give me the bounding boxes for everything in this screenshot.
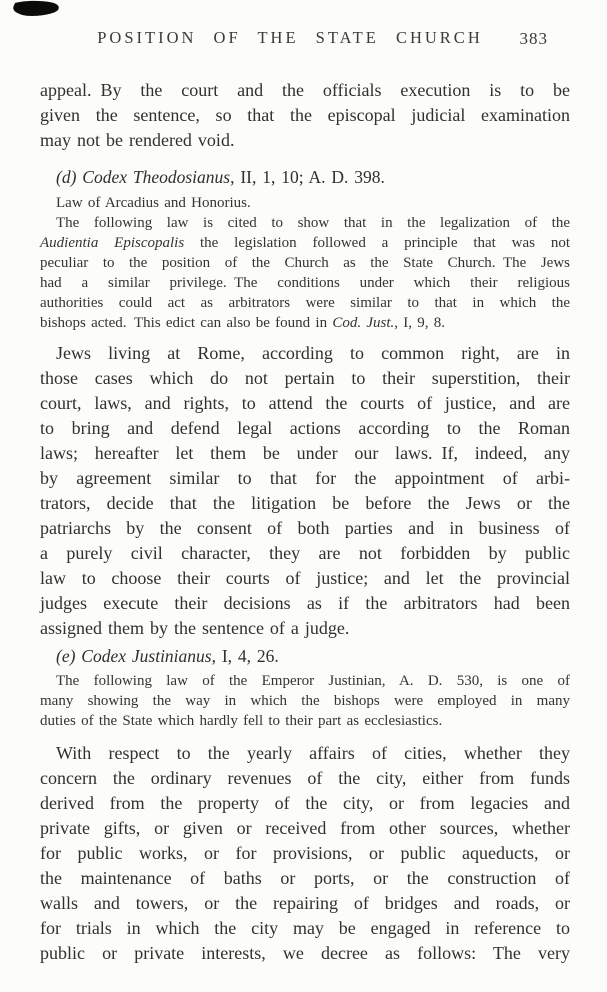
text-line: trators, decide that the litigation be before the Jews or the	[40, 493, 570, 513]
text-line: Jews living at Rome, according to common right, are in	[56, 343, 570, 363]
text-line: With respect to the yearly affairs of cities, whether they	[56, 743, 570, 763]
section-heading-d	[40, 164, 570, 190]
text-line: laws; hereafter let them be under our laws. If, indeed, any	[40, 443, 570, 463]
text-line: (d) Codex Theodosianus, II, 1, 10; A. D. 398.	[56, 167, 385, 187]
text-line: many showing the way in which the bishops were employed in many	[40, 693, 570, 709]
text-line: bishops acted. This edict can also be found in Cod. Just., I, 9, 8.	[40, 315, 446, 331]
page-number: 383	[519, 29, 548, 48]
text-line: judges execute their decisions as if the arbitrators had been	[40, 593, 570, 613]
text-line: appeal. By the court and the officials execution is to be	[40, 80, 570, 100]
text-line: walls and towers, or the repairing of bridges and roads, or	[40, 893, 570, 913]
text-line: law to choose their courts of justice; and let the provincial	[40, 568, 570, 588]
text-line: assigned them by the sentence of a judge.	[40, 618, 350, 638]
text-line: concern the ordinary revenues of the city, either from funds	[40, 768, 570, 788]
text-line: peculiar to the position of the Church as the State Church. The Jews	[40, 255, 570, 271]
text-line: may not be rendered void.	[40, 130, 235, 150]
text-line: by agreement similar to that for the appointment of arbi-	[40, 468, 570, 488]
text-line: those cases which do not pertain to their superstition, their	[40, 368, 570, 388]
text-line: public or private interests, we decree as follows: The very	[40, 943, 570, 963]
page-body	[40, 78, 570, 966]
text-line: had a similar privilege. The conditions under which their religious	[40, 275, 570, 291]
text-line: patriarchs by the consent of both parties and in business of	[40, 518, 570, 538]
section-heading-e	[40, 643, 570, 669]
text-line: The following law is cited to show that in the legalization of the	[56, 215, 570, 231]
text-line: Audientia Episcopalis the legislation followed a principle that was not	[40, 235, 570, 251]
opening-paragraph	[40, 78, 570, 153]
editorial-note-d	[40, 193, 570, 333]
text-line: duties of the State which hardly fell to their part as ecclesiastics.	[40, 713, 443, 729]
text-line: given the sentence, so that the episcopal judicial examination	[40, 105, 570, 125]
text-line: The following law of the Emperor Justinian, A. D. 530, is one of	[56, 673, 570, 689]
text-line: Law of Arcadius and Honorius.	[56, 195, 251, 211]
page-title: POSITION OF THE STATE CHURCH	[97, 28, 483, 47]
text-line: to bring and defend legal actions according to the Roman	[40, 418, 570, 438]
text-line: for trials in which the city may be engaged in reference to	[40, 918, 570, 938]
text-line: court, laws, and rights, to attend the courts of justice, and are	[40, 393, 570, 413]
editorial-note-e	[40, 671, 570, 731]
text-line: derived from the property of the city, or from legacies and	[40, 793, 570, 813]
text-line: (e) Codex Justinianus, I, 4, 26.	[56, 646, 279, 666]
text-line: a purely civil character, they are not forbidden by public	[40, 543, 570, 563]
text-line: authorities could act as arbitrators were similar to that in which the	[40, 295, 570, 311]
text-line: the maintenance of baths or ports, or the construction of	[40, 868, 570, 888]
quoted-law-text-e	[40, 741, 570, 966]
running-header	[40, 28, 570, 50]
text-line: private gifts, or given or received from other sources, whether	[40, 818, 570, 838]
quoted-law-text-d	[40, 341, 570, 641]
text-line: for public works, or for provisions, or public aqueducts, or	[40, 843, 570, 863]
